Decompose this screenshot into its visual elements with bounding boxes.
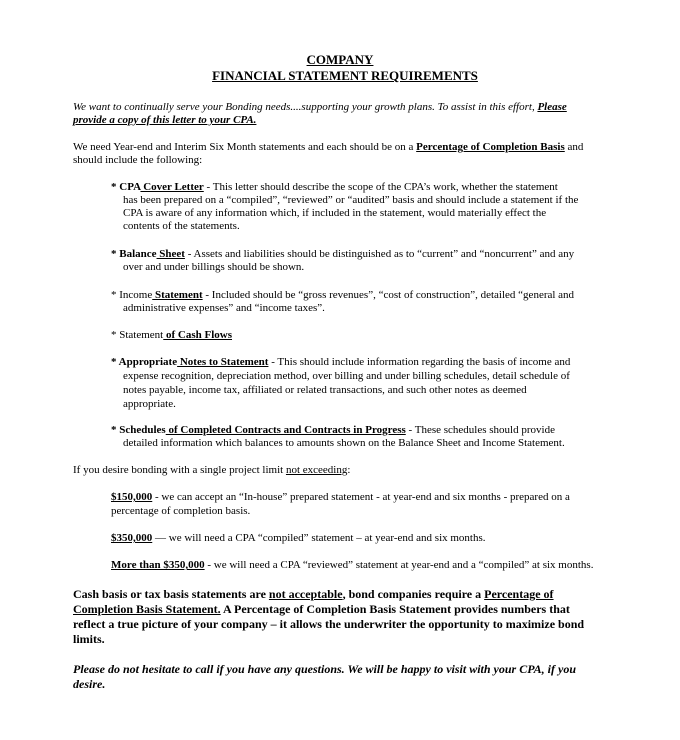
notice-line-4: limits. [73, 632, 105, 646]
item-line: expense recognition, depreciation method, over billing and under billing schedules, detail schedule of [123, 370, 570, 382]
item-text: - Included should be “gross revenues”, “cost of construction”, detailed “general and [202, 289, 575, 301]
intro-line-1 [73, 101, 567, 114]
intro-please: Please [537, 101, 567, 113]
bonding-colon: : [347, 464, 351, 476]
tier-text: - we will need a CPA “reviewed” statement at year-end and a “compiled” at six months. [204, 559, 594, 571]
tier-text: — we will need a CPA “compiled” statement – at year-end and six months. [152, 532, 486, 544]
item-line: CPA is aware of any information which, if included in the statement, would materially effect the [123, 207, 547, 219]
item-name: Notes to Statement [177, 356, 269, 368]
item-bullet: * Balance [111, 248, 157, 260]
item-line: administrative expenses” and “income taxes”. [123, 302, 325, 314]
item-line: has been prepared on a “compiled”, “reviewed” or “audited” basis and should include a statement if the [123, 194, 579, 206]
requirement-basis: Percentage of Completion Basis [416, 141, 565, 153]
item-bullet: * Appropriate [111, 356, 178, 368]
notice-not-acceptable: not acceptable [268, 587, 343, 601]
requirement-line-2: should include the following: [73, 154, 203, 166]
item-name: Sheet [156, 248, 185, 260]
item-text: - This letter should describe the scope of the CPA’s work, whether the statement [203, 181, 558, 193]
closing-line-2: desire. [73, 677, 106, 691]
list-item-cpa-cover-letter [111, 181, 558, 194]
item-bullet: * Income [111, 289, 153, 301]
tier-amount: $150,000 [111, 491, 153, 503]
tier-amount: $350,000 [111, 532, 153, 544]
item-line: notes payable, income tax, affiliated or related transactions, and such other notes as deemed [123, 384, 527, 396]
notice-line-1 [73, 587, 554, 602]
list-item-notes-to-statement [111, 356, 570, 369]
item-line: over and under billings should be shown. [123, 261, 305, 273]
tier-line: percentage of completion basis. [111, 505, 251, 517]
list-item-balance-sheet [111, 248, 574, 261]
item-text: - Assets and liabilities should be distinguished as to “current” and “noncurrent” and any [184, 248, 575, 260]
item-name: Statement [152, 289, 203, 301]
item-bullet: * Schedules [111, 424, 166, 436]
tier-amount: More than $350,000 [111, 559, 205, 571]
requirement-and: and [564, 141, 584, 153]
title-company: COMPANY [306, 52, 374, 67]
item-line: detailed information which balances to amounts shown on the Balance Sheet and Income Statement. [123, 437, 565, 449]
bonding-line [73, 464, 350, 477]
list-item-cash-flows [111, 329, 232, 342]
bonding-text: If you desire bonding with a single project limit [73, 464, 286, 476]
item-text: - These schedules should provide [405, 424, 555, 436]
notice-text: Cash basis or tax basis statements are [73, 587, 269, 601]
closing-line-1: Please do not hesitate to call if you have any questions. We will be happy to visit with your CPA, if you [73, 662, 577, 676]
notice-text: A Percentage of Completion Basis Statement provides numbers that [220, 602, 570, 616]
item-name: of Cash Flows [163, 329, 233, 341]
notice-text: , bond companies require a [342, 587, 485, 601]
notice-poc: Percentage of [484, 587, 554, 601]
item-line: contents of the statements. [123, 220, 240, 232]
requirement-text: We need Year-end and Interim Six Month statements and each should be on a [73, 141, 417, 153]
bonding-limit: not exceeding [285, 464, 348, 476]
tier-150000 [111, 491, 570, 504]
intro-text: We want to continually serve your Bonding needs....supporting your growth plans. To assist in this effort, [73, 101, 538, 113]
notice-poc-2: Completion Basis Statement. [73, 602, 221, 616]
list-item-income-statement [111, 289, 574, 302]
item-text: - This should include information regarding the basis of income and [268, 356, 571, 368]
intro-line-2: provide a copy of this letter to your CPA. [73, 114, 257, 126]
item-bullet: * CPA [111, 181, 141, 193]
notice-line-3: reflect a true picture of your company – it allows the underwriter the opportunity to maximize bond [73, 617, 585, 631]
list-item-schedules [111, 424, 555, 437]
item-name: Cover Letter [140, 181, 204, 193]
tier-350000 [111, 532, 486, 545]
title-requirements: FINANCIAL STATEMENT REQUIREMENTS [212, 68, 478, 83]
tier-text: - we can accept an “In-house” prepared statement - at year-end and six months - prepared on a [152, 491, 570, 503]
item-line: appropriate. [123, 398, 176, 410]
item-bullet: * Statement [111, 329, 164, 341]
requirement-line-1 [73, 141, 583, 154]
notice-line-2 [73, 602, 570, 617]
tier-more-than-350000 [111, 559, 593, 572]
item-name: of Completed Contracts and Contracts in Progress [165, 424, 406, 436]
